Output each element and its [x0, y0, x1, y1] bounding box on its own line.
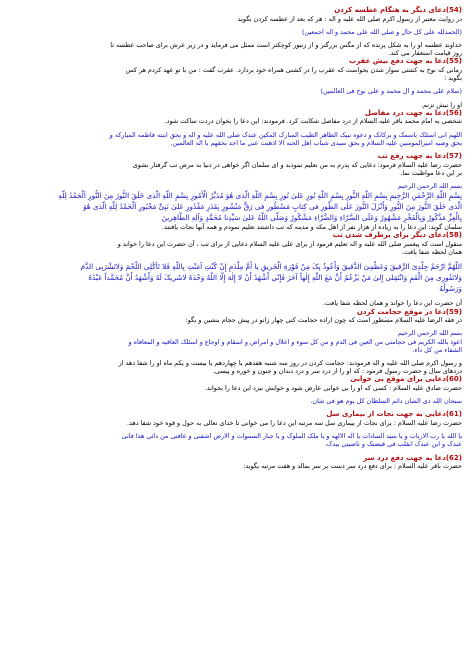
section-55: [10, 57, 462, 108]
body-line: آن حضرت این دعا را خواند و همان لحظه شفا یافت.: [322, 299, 462, 308]
prayer-line: عبدک و ابن عبدک انقلب فی قبضتک و ناصیتی بیدک.: [324, 440, 462, 449]
section-heading: (61)دعایی به جهت نجات از بیماری سل: [326, 410, 462, 419]
body-line: در روایت معتبر از رسول اکرم صلی الله علیه و اله : هر که بعد از عطسه کردن بگوید: [237, 14, 462, 23]
prayer-line: سبحان الله ذی الشان دائم السلطان کل یوم هو فی شان.: [310, 397, 462, 406]
section-heading: (59)دعا در موقع حجامت کردن: [356, 307, 462, 316]
prayer-line: یا الله یا رب الارباب و یا سید السادات یا اله الالهه و یا ملک الملوک و یا جبار السموات و الارض اشفنی و عافنی من دائی هذا فانی: [121, 432, 462, 441]
body-line: او را نیش نزنم.: [420, 100, 462, 109]
body-line: منقول است که پیغمبر صلی الله علیه و اله تعلیم فرمود از برای علی علیه السلام دعایی از برای تب ، آن حضرت این دعا را خواند و: [117, 240, 462, 249]
body-line: و رسول اکرم صلی الله علیه و اله فرمودند: حجامت کردن در روز سه شنبه هفدهم یا چهاردهم یا بیست و یکم ماه او را شفا دهد از: [118, 359, 462, 368]
body-line: خداوند عطسه او را به شکل پرنده که از مگس بزرگتر و از زنبور کوچکتر است ممثل می فرماید و در زیر عرش برای صاحب عطسه تا: [110, 41, 462, 49]
prayer-line: اعوذ بالله الکریم فی حجامتی من العین فی الدم و من کل سوء و اعلال و امراض و اسقام و اوجاع و اسئلک العافیه و المعافاه و: [128, 337, 462, 346]
arabic-prayer-line: وَلاتَفُورِی مِنَ الْفَمِ وَانْتَقِلی إِلیٰ مَنْ یَزْعُمُ أَنَّ مَعَ اللَّهِ إِلٰهاً آخَرَ فَإِنّی أَشْهَدُ أَنْ لا إِلٰهَ إِلَّا اللَّهُ وَحْدَهُ لاشَریکَ لَهُ وَأَشْهَدُ أَنَّ مُحَمَّداً عَبْدُهُ: [88, 273, 462, 283]
arabic-prayer-line: اللَّهُمَّ ارْحَمْ جِلْدِیَ الرَّقیقَ وَعَظْمِیَ الدَّقیقَ وَأَعُوذُ بِکَ مِنْ فَوْرَةِ الْحَریقِ یا أُمَّ مِلْدَمٍ إِنْ کُنْتِ آمَنْتِ بِاللَّهِ فَلا تَأْکُلِی اللَّحْمَ وَلاتَشْرَبِی الدَّمَ: [80, 262, 462, 272]
section-58: [10, 231, 462, 307]
section-heading: (62)دعا به جهت دفع درد سر: [363, 453, 462, 462]
body-line: زمانی که نوح به کشتی سوار شدن بخواست که عقرب را در کشتی همراه خود بردارد. عقرب گفت : من با تو عهد کردم هر کس: [125, 66, 462, 74]
body-line: حضرت باقر علیه السلام : برای دفع درد سر دست بر سر بمالد و هفت مرتبه بگوید:: [243, 462, 462, 471]
arabic-prayer-line: بِسْمِ اللَّهِ الرَّحْمٰنِ الرَّحِیمِ بِسْمِ اللَّهِ النُّورِ بِسْمِ اللَّهِ نُورٍ عَلیٰ نُورٍ بِسْمِ اللَّهِ الَّذی هُوَ مُدَبِّرُ الْأُمُورِ بِسْمِ اللَّهِ الَّذی خَلَقَ النُّورَ مِنَ النُّورِ اَلْحَمْدُ لِلَّهِ: [58, 191, 462, 201]
body-line: روز قیامت استغفار می کند.: [388, 49, 462, 58]
body-line: سلمان گوید: این دعا را به زیاده از هزار نفر از اهل مکه و مدینه که تب داشتند تعلیم نمودم و همه آنها نجات یافتند.: [161, 223, 462, 232]
body-line: حضرت رضا علیه السلام فرمود: دعایی که پدرم به من تعلیم نمودند و ای سلمان اگر خواهی در دنیا به مرض تب گرفتار نشوی: [132, 160, 462, 169]
prayer-line: اللهم انی اسئلک باسمک و برکاتک و دعوه نبیک الطاهر الطیب المبارک المکین عندک صلی الله علیه و اله و بحق ابنته فاطمه المبارکه و: [109, 130, 462, 139]
prayer-line: الشفاء من کل داء.: [412, 345, 462, 354]
arabic-prayer-line: بِالْعِزِّ مَذْکُورٌ وَبِالْفَخْرِ مَشْهُورٌ وَعَلَی السَّرّاءِ وَالضَّرّاءِ مَشْکُورٌ وَصَلَّی اللَّهُ عَلیٰ سَیِّدِنا مُحَمَّدٍ وَآلِهِ الطّاهِرینَ: [161, 213, 462, 223]
prayer-line: (الحمدلله علی کل حال و صلی الله علی محمد و اله اجمعین): [302, 27, 462, 36]
section-54: [10, 6, 462, 57]
body-line: بگوید :: [444, 74, 462, 83]
prayer-line: (سلام علی محمد و ال محمد و علی نوح فی العالمین): [320, 87, 462, 96]
arabic-prayer-line: وَرَسُولُهُ: [439, 284, 462, 294]
section-heading: (60)دعایی برای موقع بی خوابی: [350, 375, 462, 384]
section-60: [10, 375, 462, 405]
prayer-line: بحق وصیه امیرالمومنین علیه السلام و بحق سیدی شباب اهل الجنه الا اذهبت عنی ما اجد بحقهم یا اله العالمین.: [170, 138, 462, 147]
section-heading: (55)دعا به جهت دفع نیش عقرب: [349, 57, 462, 66]
body-line: در فقه الرضا علیه السلام مسطور است که چون اراده حجامت کنی چهار زانو در پیش حجام بنشین و بگو:: [185, 316, 462, 325]
body-line: حضرت رضا علیه السلام : برای نجات از بیماری سل سه مرتبه این دعا را می خوانی تا خدای تعالی به حول و قوه خود شفا دهد.: [126, 419, 462, 428]
body-line: حضرت صادق علیه السلام : کسی که او را بی خوابی عارض شود و خوابش نبرد این دعا را بخواند.: [204, 384, 462, 393]
section-61: [10, 410, 462, 448]
body-line: همان لحظه شفا یافت.: [401, 248, 462, 257]
section-heading: (56)دعا به جهت درد مفاصل: [364, 108, 462, 117]
section-57: [10, 152, 462, 231]
section-62: [10, 454, 462, 471]
section-56: [10, 109, 462, 147]
body-line: بر این دعا مواظبت نما.: [400, 168, 462, 177]
prayer-opening: بسم الله الرحمن الرحیم: [397, 329, 462, 338]
section-heading: (57)دعا به جهت رفع تب: [377, 152, 462, 161]
section-59: [10, 308, 462, 376]
section-heading: (54)دعای دیگر به هنگام عطسه کردن: [334, 6, 462, 14]
prayer-opening: بسم الله الرحمن الرحیم: [397, 182, 462, 191]
section-heading: (58)دعای دیگر برای برطرف شدن تب: [332, 231, 462, 240]
body-line: دردهای سال و حضرت رسول فرمود : که او را از درد سر و درد دندان و جنون و خوره و پیسی.: [212, 367, 462, 376]
arabic-prayer-line: الَّذی خَلَقَ النُّورَ مِنَ النُّورِ وَأَنْزَلَ النُّورَ عَلَی الطُّورِ فی کِتابٍ مَسْطُورٍ فی رَقٍّ مَنْشُورٍ بِقَدَرٍ مَقْدُورٍ عَلیٰ نَبِیٍّ مَحْبُورٍ اَلْحَمْدُ لِلَّهِ الَّذی هُوَ: [83, 202, 462, 212]
body-line: شخصی به امام محمد باقر علیه السلام از درد مفاصل شکایت کرد. فرمودند: این دعا را بخوان دردت ساکت شود.: [164, 117, 462, 126]
